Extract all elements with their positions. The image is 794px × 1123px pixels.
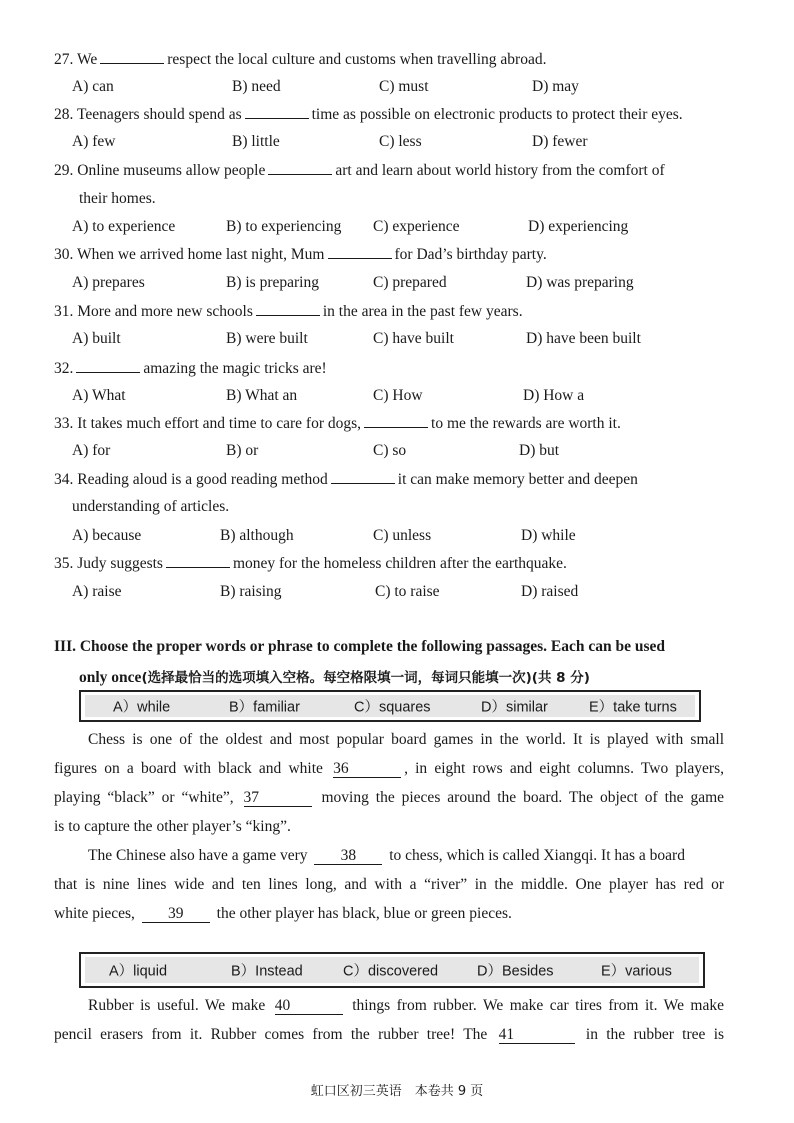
option-a: A) because: [72, 527, 142, 544]
option-a: A) few: [72, 133, 116, 150]
passage-text: white pieces,: [54, 905, 135, 922]
passage-line: [54, 754, 724, 783]
word-option: D）Besides: [477, 963, 554, 980]
option-d: D) but: [519, 442, 560, 459]
question-text: We: [76, 51, 98, 68]
option-d: D) while: [521, 527, 576, 544]
passage-text: Rubber is useful. We make: [88, 997, 266, 1014]
question-number: 29.: [54, 162, 74, 179]
question-text: It takes much effort and time to care for dogs,: [77, 415, 362, 432]
question-32: [54, 358, 327, 379]
passage-2: [54, 991, 724, 1049]
passage-text: moving the pieces around the board. The object of the game: [321, 789, 725, 806]
option-d: D) raised: [521, 583, 579, 600]
question-number: 33.: [54, 415, 74, 432]
question-text: to me the rewards are worth it.: [431, 415, 621, 432]
answer-blank[interactable]: [364, 413, 428, 428]
option-d: D) fewer: [532, 133, 588, 150]
option-b: B) were built: [226, 330, 308, 347]
passage-text: pencil erasers from it. Rubber comes from the rubber tree! The: [54, 1026, 488, 1043]
section-instructions: Choose the proper words or phrase to complete the following passages. Each can be used: [79, 638, 665, 655]
option-c: C) so: [373, 442, 407, 459]
blank-38[interactable]: 38: [314, 847, 382, 865]
passage-line: [54, 783, 724, 812]
option-b: B) need: [232, 78, 281, 95]
passage-line: is to capture the other player’s “king”.: [54, 818, 291, 835]
question-35: [54, 553, 567, 574]
question-34: [54, 469, 638, 490]
option-c: C) have built: [373, 330, 454, 347]
passage-text: figures on a board with black and white: [54, 760, 323, 777]
blank-41[interactable]: 41: [499, 1026, 575, 1044]
option-a: A) built: [72, 330, 121, 347]
word-option: E）take turns: [589, 699, 677, 716]
blank-39[interactable]: 39: [142, 905, 210, 923]
option-a: A) to experience: [72, 218, 176, 235]
option-c: C) How: [373, 387, 423, 404]
question-text: time as possible on electronic products to protect their eyes.: [311, 106, 683, 123]
passage-text: in the rubber tree is: [585, 1026, 725, 1043]
question-text: amazing the magic tricks are!: [143, 360, 327, 377]
answer-blank[interactable]: [76, 358, 140, 373]
question-text: it can make memory better and deepen: [397, 471, 638, 488]
passage-line: [54, 1020, 724, 1049]
question-text: Online museums allow people: [77, 162, 266, 179]
answer-blank[interactable]: [331, 469, 395, 484]
passage-text: to chess, which is called Xiangqi. It has a board: [389, 847, 685, 864]
word-bank-2: [79, 952, 705, 988]
word-bank-1: [79, 690, 701, 722]
question-33: [54, 413, 621, 434]
passage-text: The Chinese also have a game very: [88, 847, 308, 864]
answer-blank[interactable]: [328, 244, 392, 259]
option-d: D) have been built: [526, 330, 641, 347]
passage-line: [54, 841, 724, 870]
option-b: B) although: [220, 527, 294, 544]
section-instructions-chinese: (选择最恰当的选项填入空格。每空格限填一词，每词只能填一次)(共 8 分): [141, 670, 590, 686]
question-34-continued: understanding of articles.: [72, 498, 230, 515]
answer-blank[interactable]: [245, 104, 309, 119]
blank-40[interactable]: 40: [275, 997, 343, 1015]
option-a: A) What: [72, 387, 126, 404]
passage-line: [54, 899, 724, 928]
blank-36[interactable]: 36: [333, 760, 401, 778]
option-b: B) to experiencing: [226, 218, 342, 235]
question-text: More and more new schools: [77, 303, 253, 320]
option-c: C) experience: [373, 218, 460, 235]
option-d: D) experiencing: [528, 218, 629, 235]
passage-text: the other player has black, blue or green pieces.: [216, 905, 512, 922]
answer-blank[interactable]: [256, 301, 320, 316]
option-b: B) little: [232, 133, 280, 150]
word-option: D）similar: [481, 699, 548, 716]
question-29: [54, 160, 665, 181]
question-28: [54, 104, 683, 125]
passage-text: , in eight rows and eight columns. Two players,: [404, 760, 725, 777]
option-b: B) What an: [226, 387, 298, 404]
passage-text: things from rubber. We make car tires from it. We make: [352, 997, 725, 1014]
question-number: 28.: [54, 106, 74, 123]
passage-line: Chess is one of the oldest and most popular board games in the world. It is played with small: [88, 731, 724, 748]
word-option: A）while: [113, 699, 171, 716]
word-option: E）various: [601, 963, 672, 980]
answer-blank[interactable]: [166, 553, 230, 568]
question-text: money for the homeless children after the earthquake.: [232, 555, 567, 572]
word-option: B）Instead: [231, 963, 303, 980]
passage-1: [54, 725, 724, 928]
question-30: [54, 244, 547, 265]
question-text: Reading aloud is a good reading method: [77, 471, 328, 488]
question-number: 34.: [54, 471, 74, 488]
option-c: C) must: [379, 78, 429, 95]
question-31: [54, 301, 523, 322]
question-text: Judy suggests: [77, 555, 163, 572]
question-27: [54, 49, 546, 70]
option-b: B) is preparing: [226, 274, 319, 291]
answer-blank[interactable]: [268, 160, 332, 175]
option-d: D) was preparing: [526, 274, 634, 291]
question-number: 30.: [54, 246, 74, 263]
option-a: A) for: [72, 442, 111, 459]
passage-line: [54, 991, 724, 1020]
option-b: B) raising: [220, 583, 282, 600]
question-number: 32.: [54, 360, 74, 377]
question-text: respect the local culture and customs when travelling abroad.: [167, 51, 547, 68]
question-text: Teenagers should spend as: [76, 106, 242, 123]
option-d: D) may: [532, 78, 579, 95]
question-number: 35.: [54, 555, 74, 572]
question-number: 31.: [54, 303, 74, 320]
option-c: C) prepared: [373, 274, 447, 291]
word-option: C）squares: [354, 699, 431, 716]
answer-blank[interactable]: [100, 49, 164, 64]
option-a: A) can: [72, 78, 114, 95]
option-a: A) raise: [72, 583, 122, 600]
option-c: C) less: [379, 133, 422, 150]
option-a: A) prepares: [72, 274, 145, 291]
section-instructions: only once: [79, 669, 142, 686]
option-d: D) How a: [523, 387, 585, 404]
question-29-continued: their homes.: [79, 190, 156, 207]
question-text: When we arrived home last night, Mum: [76, 246, 325, 263]
word-option: C）discovered: [343, 963, 439, 980]
question-text: in the area in the past few years.: [322, 303, 523, 320]
option-b: B) or: [226, 442, 259, 459]
question-text: art and learn about world history from the comfort of: [335, 162, 665, 179]
section-numeral: III.: [54, 638, 76, 655]
question-text: for Dad’s birthday party.: [394, 246, 547, 263]
section-title: [54, 638, 665, 656]
page-footer: 虹口区初三英语 本卷共 9 页: [310, 1084, 484, 1099]
question-number: 27.: [54, 51, 74, 68]
passage-line: that is nine lines wide and ten lines long, and with a “river” in the middle. One player has red or: [54, 876, 724, 893]
word-option: A）liquid: [109, 963, 168, 980]
option-c: C) to raise: [375, 583, 440, 600]
passage-text: playing “black” or “white”,: [54, 789, 234, 806]
blank-37[interactable]: 37: [244, 789, 312, 807]
word-option: B）familiar: [229, 699, 300, 716]
section-title-line2: [79, 666, 590, 687]
option-c: C) unless: [373, 527, 432, 544]
